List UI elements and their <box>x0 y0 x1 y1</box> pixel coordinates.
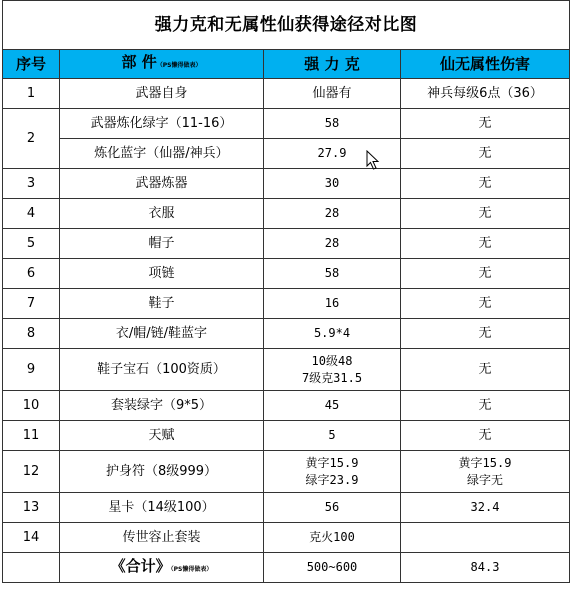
table-row <box>3 199 570 229</box>
row-part: 鞋子宝石（100资质） <box>60 349 264 391</box>
table-row <box>3 319 570 349</box>
row-no: 5 <box>3 229 60 259</box>
row-no: 10 <box>3 391 60 421</box>
row-strong: 45 <box>264 391 401 421</box>
row-no: 9 <box>3 349 60 391</box>
row-no: 2 <box>3 109 60 169</box>
table-row <box>3 139 570 169</box>
row-strong: 28 <box>264 229 401 259</box>
header-none: 仙无属性伤害 <box>401 50 570 79</box>
row-part: 鞋子 <box>60 289 264 319</box>
comparison-sheet <box>2 0 569 597</box>
row-no: 3 <box>3 169 60 199</box>
row-part: 武器自身 <box>60 79 264 109</box>
table-row <box>3 109 570 139</box>
row-none: 无 <box>401 421 570 451</box>
header-part-note: （PS懒得做表） <box>156 62 202 69</box>
table-row <box>3 493 570 523</box>
row-part: 项链 <box>60 259 264 289</box>
row-strong: 27.9 <box>264 139 401 169</box>
row-none: 无 <box>401 229 570 259</box>
row-none <box>401 523 570 553</box>
table-row <box>3 451 570 493</box>
row-strong: 58 <box>264 259 401 289</box>
row-no: 14 <box>3 523 60 553</box>
row-strong: 克火100 <box>264 523 401 553</box>
total-no <box>3 553 60 583</box>
row-no: 8 <box>3 319 60 349</box>
row-none: 无 <box>401 199 570 229</box>
row-none: 无 <box>401 349 570 391</box>
row-strong: 16 <box>264 289 401 319</box>
row-none: 无 <box>401 139 570 169</box>
comparison-table <box>2 0 570 583</box>
row-part: 天赋 <box>60 421 264 451</box>
total-strong: 500~600 <box>264 553 401 583</box>
row-no: 11 <box>3 421 60 451</box>
row-no: 7 <box>3 289 60 319</box>
row-part: 护身符（8级999） <box>60 451 264 493</box>
table-row <box>3 169 570 199</box>
row-strong-line2: 7级克31.5 <box>301 370 363 385</box>
row-part: 星卡（14级100） <box>60 493 264 523</box>
table-row <box>3 289 570 319</box>
row-none: 无 <box>401 391 570 421</box>
row-none: 无 <box>401 109 570 139</box>
table-row <box>3 421 570 451</box>
table-row <box>3 349 570 391</box>
row-strong: 28 <box>264 199 401 229</box>
row-none-line1: 黄字15.9 <box>458 455 512 470</box>
table-row <box>3 523 570 553</box>
row-part: 套装绿字（9*5） <box>60 391 264 421</box>
total-note: （PS懒得做表） <box>170 565 213 573</box>
row-part: 衣服 <box>60 199 264 229</box>
row-none <box>401 451 570 493</box>
row-none: 无 <box>401 319 570 349</box>
header-part <box>60 50 264 79</box>
row-strong: 56 <box>264 493 401 523</box>
table-row <box>3 229 570 259</box>
row-part: 衣/帽/链/鞋蓝字 <box>60 319 264 349</box>
row-strong: 58 <box>264 109 401 139</box>
row-strong: 仙器有 <box>264 79 401 109</box>
row-strong: 30 <box>264 169 401 199</box>
row-part: 炼化蓝字（仙器/神兵） <box>60 139 264 169</box>
row-no: 1 <box>3 79 60 109</box>
row-strong-line1: 10级48 <box>311 353 353 368</box>
total-label-cell <box>60 553 264 583</box>
row-strong <box>264 451 401 493</box>
table-row <box>3 391 570 421</box>
mouse-pointer-icon <box>366 150 380 170</box>
row-none: 神兵每级6点（36） <box>401 79 570 109</box>
row-strong: 5.9*4 <box>264 319 401 349</box>
header-strong: 强 力 克 <box>264 50 401 79</box>
row-strong-line2: 绿字23.9 <box>305 472 359 487</box>
table-row <box>3 259 570 289</box>
row-none: 32.4 <box>401 493 570 523</box>
row-strong <box>264 349 401 391</box>
table-title: 强力克和无属性仙获得途径对比图 <box>3 1 570 50</box>
row-strong: 5 <box>264 421 401 451</box>
header-row <box>3 50 570 79</box>
row-no: 6 <box>3 259 60 289</box>
row-no: 12 <box>3 451 60 493</box>
row-no: 4 <box>3 199 60 229</box>
row-part: 武器炼器 <box>60 169 264 199</box>
row-none: 无 <box>401 259 570 289</box>
total-none: 84.3 <box>401 553 570 583</box>
row-part: 帽子 <box>60 229 264 259</box>
row-part: 传世容止套装 <box>60 523 264 553</box>
row-none: 无 <box>401 289 570 319</box>
header-part-label: 部 件 <box>121 53 157 71</box>
total-label: 《合计》 <box>110 556 171 575</box>
total-row <box>3 553 570 583</box>
header-no: 序号 <box>3 50 60 79</box>
table-row <box>3 79 570 109</box>
row-strong-line1: 黄字15.9 <box>305 455 359 470</box>
row-none: 无 <box>401 169 570 199</box>
row-none-line2: 绿字无 <box>466 472 503 487</box>
row-no: 13 <box>3 493 60 523</box>
row-part: 武器炼化绿字（11-16） <box>60 109 264 139</box>
